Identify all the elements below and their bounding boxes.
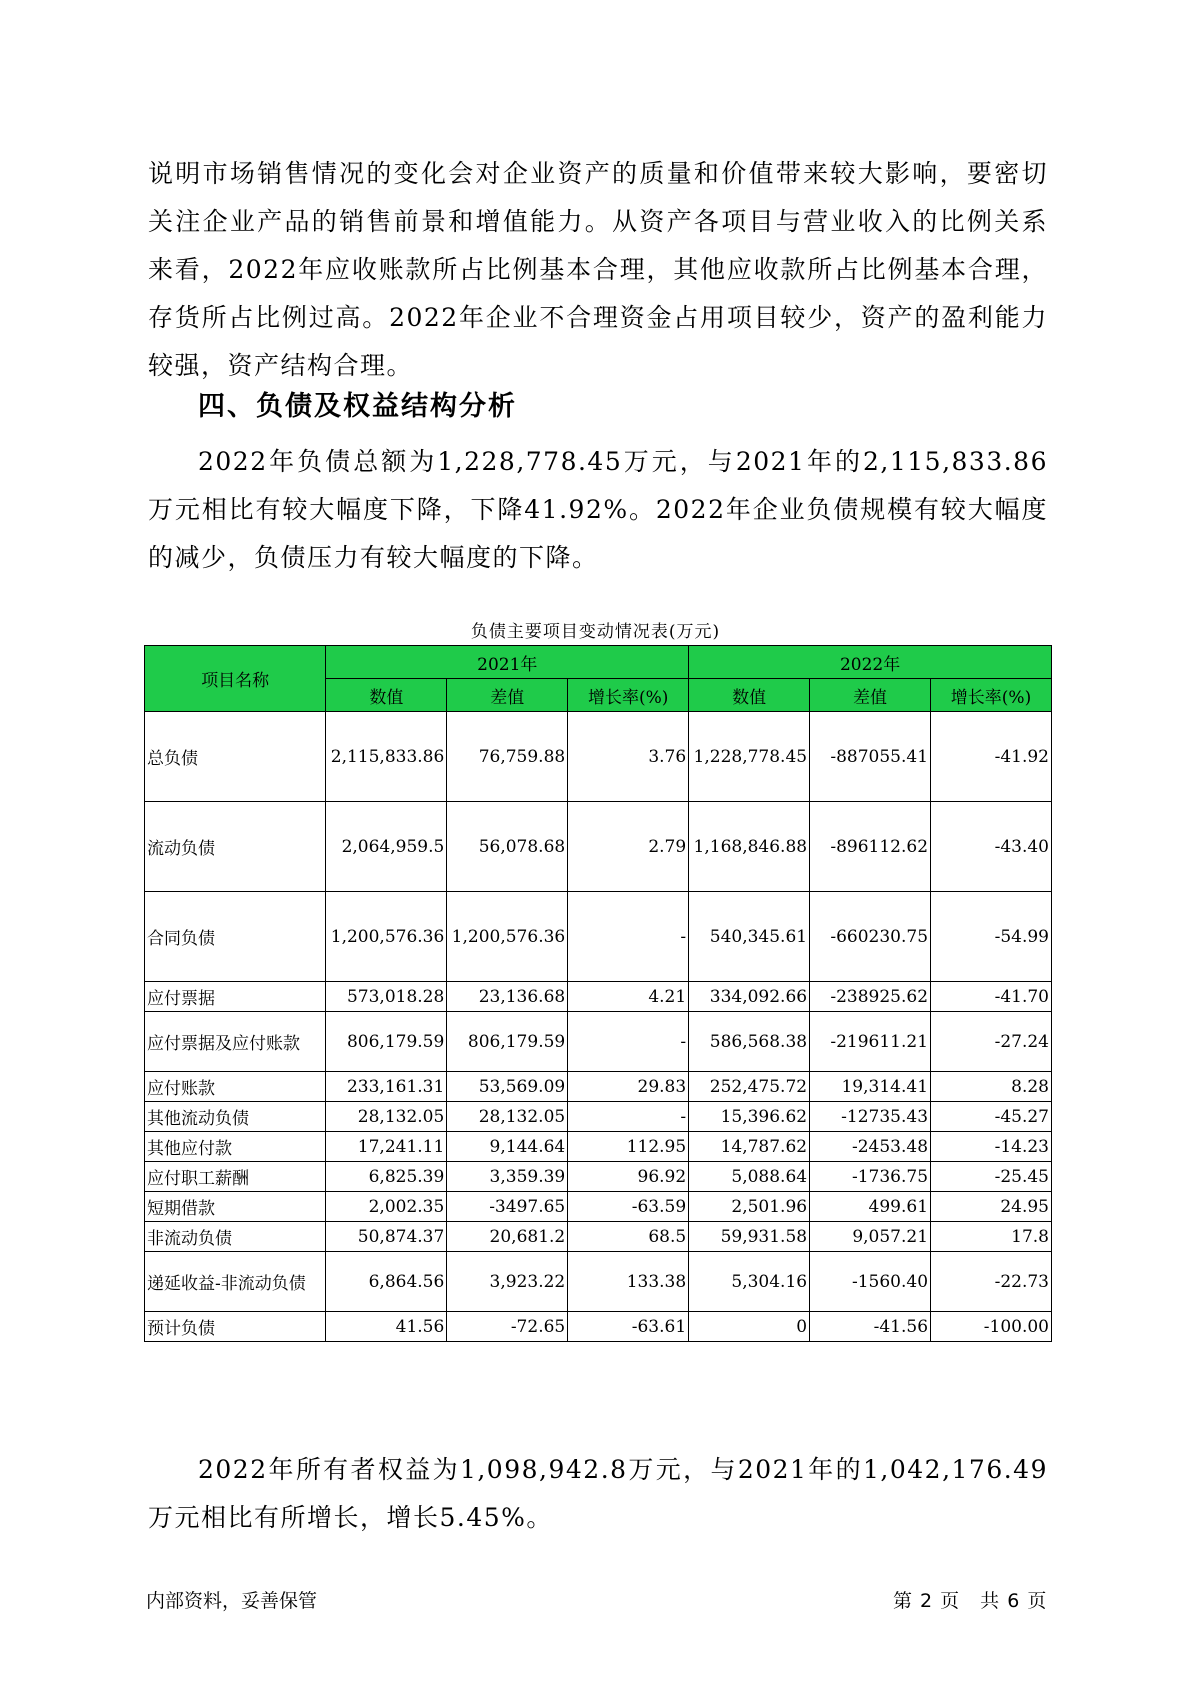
table-cell: 41.56	[326, 1312, 447, 1342]
table-cell: -25.45	[931, 1162, 1052, 1192]
table-cell: 14,787.62	[689, 1132, 810, 1162]
header-diff-2021: 差值	[447, 679, 568, 712]
header-rate-2021: 增长率(%)	[568, 679, 689, 712]
header-year-2021: 2021年	[326, 646, 689, 679]
table-row	[145, 1072, 1052, 1102]
table-cell: 5,304.16	[689, 1252, 810, 1312]
paragraph-equity-summary: 2022年所有者权益为1,098,942.8万元，与2021年的1,042,176.49万元相比有所增长，增长5.45%。	[148, 1455, 1048, 1532]
table-cell: 334,092.66	[689, 982, 810, 1012]
row-label: 非流动负债	[145, 1222, 326, 1252]
table-cell: 0	[689, 1312, 810, 1342]
table-cell: 17,241.11	[326, 1132, 447, 1162]
table-cell: 24.95	[931, 1192, 1052, 1222]
row-label: 其他流动负债	[145, 1102, 326, 1132]
row-label: 应付账款	[145, 1072, 326, 1102]
section-heading: 四、负债及权益结构分析	[198, 391, 517, 422]
table-row	[145, 892, 1052, 982]
table-cell: 112.95	[568, 1132, 689, 1162]
table-cell: -887055.41	[810, 712, 931, 802]
row-label: 应付职工薪酬	[145, 1162, 326, 1192]
table-cell: 2.79	[568, 802, 689, 892]
table-cell: -219611.21	[810, 1012, 931, 1072]
table-cell: 540,345.61	[689, 892, 810, 982]
table-row	[145, 1132, 1052, 1162]
table-cell: 28,132.05	[447, 1102, 568, 1132]
row-label: 预计负债	[145, 1312, 326, 1342]
row-label: 应付票据及应付账款	[145, 1012, 326, 1072]
table-cell: 3,923.22	[447, 1252, 568, 1312]
table-cell: -	[568, 1102, 689, 1132]
row-label: 合同负债	[145, 892, 326, 982]
table-cell: -660230.75	[810, 892, 931, 982]
header-value-2021: 数值	[326, 679, 447, 712]
table-cell: 15,396.62	[689, 1102, 810, 1132]
table-row	[145, 1312, 1052, 1342]
table-cell: 1,228,778.45	[689, 712, 810, 802]
table-cell: 59,931.58	[689, 1222, 810, 1252]
table-cell: 4.21	[568, 982, 689, 1012]
table-cell: 5,088.64	[689, 1162, 810, 1192]
table-cell: 133.38	[568, 1252, 689, 1312]
table-cell: 8.28	[931, 1072, 1052, 1102]
table-cell: 252,475.72	[689, 1072, 810, 1102]
table-cell: 20,681.2	[447, 1222, 568, 1252]
header-item-name: 项目名称	[145, 646, 326, 712]
table-row	[145, 1162, 1052, 1192]
table-cell: -22.73	[931, 1252, 1052, 1312]
table-cell: -45.27	[931, 1102, 1052, 1132]
table-cell: 586,568.38	[689, 1012, 810, 1072]
table-cell: 573,018.28	[326, 982, 447, 1012]
table-row	[145, 802, 1052, 892]
table-cell: 1,200,576.36	[447, 892, 568, 982]
table-cell: 3.76	[568, 712, 689, 802]
table-cell: 2,501.96	[689, 1192, 810, 1222]
table-cell: -54.99	[931, 892, 1052, 982]
liability-table	[144, 645, 1052, 1342]
table-row	[145, 1252, 1052, 1312]
row-label: 流动负债	[145, 802, 326, 892]
table-cell: 2,064,959.5	[326, 802, 447, 892]
header-year-2022: 2022年	[689, 646, 1052, 679]
table-cell: 233,161.31	[326, 1072, 447, 1102]
row-label: 其他应付款	[145, 1132, 326, 1162]
table-cell: -	[568, 892, 689, 982]
table-row	[145, 1192, 1052, 1222]
row-label: 短期借款	[145, 1192, 326, 1222]
table-cell: -	[568, 1012, 689, 1072]
table-cell: -41.92	[931, 712, 1052, 802]
table-cell: 1,200,576.36	[326, 892, 447, 982]
table-cell: 17.8	[931, 1222, 1052, 1252]
table-cell: 28,132.05	[326, 1102, 447, 1132]
table-cell: 53,569.09	[447, 1072, 568, 1102]
table-cell: -63.61	[568, 1312, 689, 1342]
paragraph-asset-conclusion: 说明市场销售情况的变化会对企业资产的质量和价值带来较大影响，要密切关注企业产品的销售前景和增值能力。从资产各项目与营业收入的比例关系来看，2022年应收账款所占比例基本合理，其他应收款所占比例基本合理，存货所占比例过高。2022年企业不合理资金占用项目较少，资产的盈利能力较强，资产结构合理。	[148, 159, 1048, 380]
table-cell: 56,078.68	[447, 802, 568, 892]
table-cell: -41.70	[931, 982, 1052, 1012]
table-cell: 96.92	[568, 1162, 689, 1192]
table-cell: 2,115,833.86	[326, 712, 447, 802]
table-caption: 负债主要项目变动情况表(万元)	[470, 622, 721, 642]
header-row-years	[145, 646, 1052, 679]
row-label: 递延收益-非流动负债	[145, 1252, 326, 1312]
header-rate-2022: 增长率(%)	[931, 679, 1052, 712]
table-cell: -27.24	[931, 1012, 1052, 1072]
table-cell: -72.65	[447, 1312, 568, 1342]
table-cell: 23,136.68	[447, 982, 568, 1012]
table-cell: -63.59	[568, 1192, 689, 1222]
footer-page-number: 第 2 页 共 6 页	[893, 1590, 1048, 1612]
header-diff-2022: 差值	[810, 679, 931, 712]
table-cell: 1,168,846.88	[689, 802, 810, 892]
table-cell: -3497.65	[447, 1192, 568, 1222]
table-row	[145, 982, 1052, 1012]
table-row	[145, 1222, 1052, 1252]
table-cell: 68.5	[568, 1222, 689, 1252]
table-cell: 3,359.39	[447, 1162, 568, 1192]
table-cell: 9,057.21	[810, 1222, 931, 1252]
table-cell: 9,144.64	[447, 1132, 568, 1162]
table-cell: 19,314.41	[810, 1072, 931, 1102]
table-cell: -1560.40	[810, 1252, 931, 1312]
table-cell: 499.61	[810, 1192, 931, 1222]
table-cell: 806,179.59	[326, 1012, 447, 1072]
table-cell: 6,864.56	[326, 1252, 447, 1312]
footer-confidential: 内部资料，妥善保管	[146, 1590, 318, 1612]
table-cell: 29.83	[568, 1072, 689, 1102]
table-cell: -12735.43	[810, 1102, 931, 1132]
paragraph-liability-summary: 2022年负债总额为1,228,778.45万元，与2021年的2,115,833.86万元相比有较大幅度下降，下降41.92%。2022年企业负债规模有较大幅度的减少，负债压力有较大幅度的下降。	[148, 447, 1048, 572]
table-cell: -1736.75	[810, 1162, 931, 1192]
table-cell: -100.00	[931, 1312, 1052, 1342]
table-cell: -43.40	[931, 802, 1052, 892]
header-value-2022: 数值	[689, 679, 810, 712]
table-cell: 2,002.35	[326, 1192, 447, 1222]
row-label: 总负债	[145, 712, 326, 802]
table-cell: 6,825.39	[326, 1162, 447, 1192]
table-cell: 50,874.37	[326, 1222, 447, 1252]
table-cell: -896112.62	[810, 802, 931, 892]
table-cell: -14.23	[931, 1132, 1052, 1162]
table-cell: 76,759.88	[447, 712, 568, 802]
table-cell: -2453.48	[810, 1132, 931, 1162]
table-row	[145, 712, 1052, 802]
table-row	[145, 1012, 1052, 1072]
table-cell: -238925.62	[810, 982, 931, 1012]
row-label: 应付票据	[145, 982, 326, 1012]
table-cell: -41.56	[810, 1312, 931, 1342]
table-cell: 806,179.59	[447, 1012, 568, 1072]
table-row	[145, 1102, 1052, 1132]
